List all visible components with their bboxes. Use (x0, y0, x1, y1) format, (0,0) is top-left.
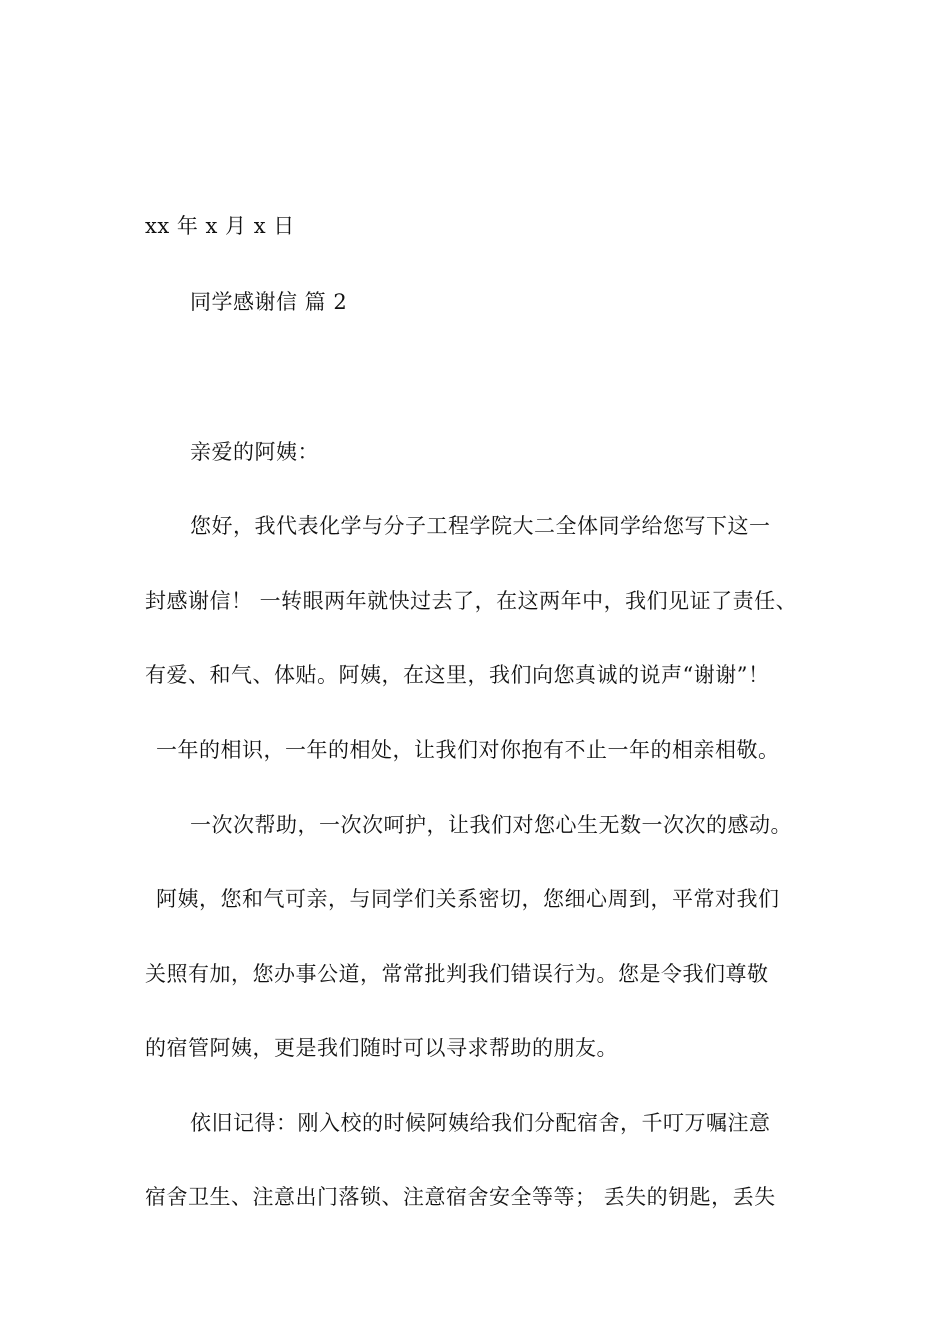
body-line: 封感谢信！ 一转眼两年就快过去了，在这两年中，我们见证了责任、 (145, 589, 798, 613)
body-line: 的宿管阿姨，更是我们随时可以寻求帮助的朋友。 (145, 1036, 618, 1060)
section-title: 同学感谢信 篇 2 (190, 290, 348, 314)
body-line: 关照有加，您办事公道，常常批判我们错误行为。您是令我们尊敬 (145, 962, 769, 986)
date-line: xx 年 x 月 x 日 (145, 214, 295, 238)
body-line: 依旧记得：刚入校的时候阿姨给我们分配宿舍，千叮万嘱注意 (190, 1111, 771, 1135)
body-line: 阿姨，您和气可亲，与同学们关系密切，您细心周到，平常对我们 (156, 887, 780, 911)
body-line: 您好，我代表化学与分子工程学院大二全体同学给您写下这一 (190, 514, 771, 538)
body-line: 有爱、和气、体贴。阿姨，在这里，我们向您真诚的说声“谢谢”！ (145, 663, 770, 687)
salutation: 亲爱的阿姨： (190, 440, 319, 464)
body-line: 一次次帮助，一次次呵护，让我们对您心生无数一次次的感动。 (190, 813, 792, 837)
body-line: 宿舍卫生、注意出门落锁、注意宿舍安全等等； 丢失的钥匙，丢失 (145, 1185, 776, 1209)
body-line: 一年的相识，一年的相处，让我们对你抱有不止一年的相亲相敬。 (156, 738, 780, 762)
